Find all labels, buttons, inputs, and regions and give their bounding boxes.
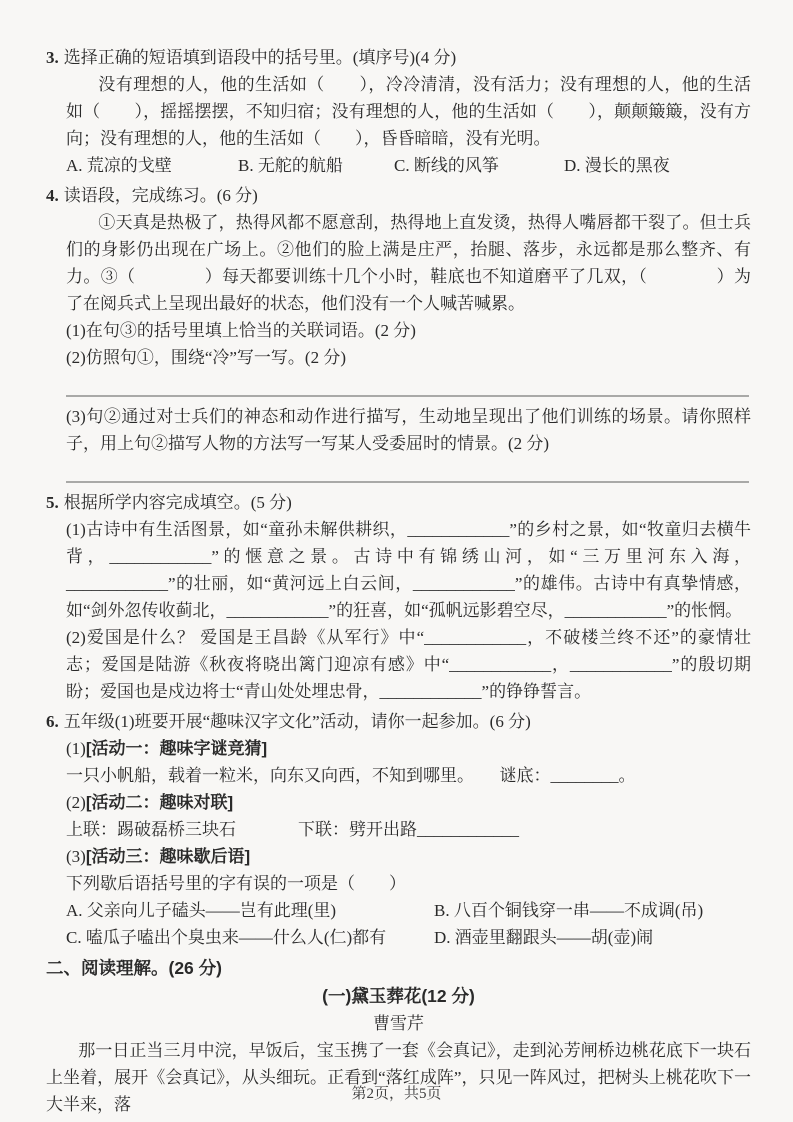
question-6-riddle: 一只小帆船，载着一粒米，向东又向西，不知到哪里。 谜底：________。 — [66, 766, 636, 785]
question-6 — [46, 708, 751, 951]
question-5-number: 5. — [46, 493, 59, 512]
question-4-sub1: (1)在句③的括号里填上恰当的关联词语。(2 分) — [66, 321, 416, 340]
question-6-couplet — [66, 816, 751, 843]
question-5-title: 根据所学内容完成填空。(5 分) — [63, 493, 292, 512]
question-6-activity1-label: [活动一：趣味字谜竞猜] — [85, 739, 268, 758]
question-6-stem: 下列歇后语括号里的字有误的一项是（ ） — [66, 874, 406, 893]
question-3-body — [66, 71, 751, 179]
reading-passage-paragraph: 那一日正当三月中浣，早饭后，宝玉携了一套《会真记》，走到沁芳闸桥边桃花底下一块石上坐着，展开《会真记》，从头细玩。正看到“落红成阵”，只见一阵风过，把树头上桃花吹下一大半来，落 — [46, 1041, 751, 1114]
question-5-body — [66, 516, 751, 705]
question-4-number: 4. — [46, 186, 59, 205]
reading-passage-author: 曹雪芹 — [373, 1014, 424, 1033]
question-6-activity2-num: (2) — [66, 793, 86, 812]
question-6-option-b: B. 八百个铜钱穿一串——不成调(吊) — [434, 901, 704, 920]
question-6-option-a: A. 父亲向儿子磕头——岂有此理(里) — [66, 901, 337, 920]
question-5-sub2: (2)爱国是什么？ 爱国是王昌龄《从军行》中“____________，不破楼兰终不还”的豪情壮志；爱国是陆游《秋夜将晓出篱门迎凉有感》中“____________，____________”的殷切期盼；爱国也是戍边将士“青山处处埋忠骨，____________”的铮铮誓言。 — [66, 628, 751, 701]
question-4-title-line — [46, 182, 751, 209]
question-6-option-c: C. 嗑瓜子嗑出个臭虫来——什么人(仁)都有 — [66, 928, 387, 947]
question-3-options — [66, 152, 751, 179]
question-4-passage: ①天真是热极了，热得风都不愿意刮，热得地上直发烫，热得人嘴唇都干裂了。但士兵们的身影仍出现在广场上。②他们的脸上满是庄严，抬腿、落步，永远都是那么整齐、有力。③（ ）每天都要训练十几个小时，鞋底也不知道磨平了几双，（ ）为了在阅兵式上呈现出最好的状态，他们没有一个人喊苦喊累。 — [66, 213, 751, 313]
question-6-activity1-num: (1) — [66, 739, 86, 758]
question-6-activity2-label: [活动二：趣味对联] — [85, 793, 234, 812]
question-6-option-d: D. 酒壶里翻跟头——胡(壶)闹 — [434, 928, 654, 947]
question-4-body — [66, 209, 751, 483]
question-4-title: 读语段，完成练习。(6 分) — [63, 186, 258, 205]
question-4-sub2: (2)仿照句①，围绕“冷”写一写。(2 分) — [66, 348, 346, 367]
question-3-option-d: D. 漫长的黑夜 — [564, 156, 670, 175]
page-number: 第2页，共5页 — [351, 1086, 442, 1102]
question-6-couplet-upper: 上联：踢破磊桥三块石 — [66, 820, 236, 839]
question-6-options — [66, 897, 751, 951]
question-6-body — [66, 735, 751, 951]
question-4 — [46, 182, 751, 483]
question-3-option-a: A. 荒凉的戈壁 — [66, 156, 172, 175]
question-6-activity3-heading — [66, 843, 751, 870]
reading-passage-title: (一)黛玉葬花(12 分) — [322, 986, 475, 1006]
question-4-sub3: (3)句②通过对士兵们的神态和动作进行描写，生动地呈现出了他们训练的场景。请你照样子，用上句②描写人物的方法写一写某人受委屈时的情景。(2 分) — [66, 407, 751, 453]
question-6-activity1-heading — [66, 735, 751, 762]
question-3-title-line — [46, 44, 751, 71]
question-3-option-b: B. 无舵的航船 — [238, 156, 343, 175]
question-6-title-line — [46, 708, 751, 735]
question-3-passage: 没有理想的人，他的生活如（ ），冷冷清清，没有活力；没有理想的人，他的生活如（ ），摇摇摆摆，不知归宿；没有理想的人，他的生活如（ ），颠颠簸簸，没有方向；没有理想的人，他的生活如（ ），昏昏暗暗，没有光明。 — [66, 75, 751, 148]
question-6-number: 6. — [46, 712, 59, 731]
question-3-title: 选择正确的短语填到语段中的括号里。(填序号)(4 分) — [63, 48, 457, 67]
answer-line — [66, 371, 749, 397]
question-5-title-line — [46, 489, 751, 516]
question-5 — [46, 489, 751, 705]
question-6-title: 五年级(1)班要开展“趣味汉字文化”活动，请你一起参加。(6 分) — [63, 712, 531, 731]
question-6-couplet-lower: 下联：劈开出路____________ — [298, 820, 519, 839]
question-3-option-c: C. 断线的风筝 — [394, 156, 499, 175]
question-5-sub1: (1)古诗中有生活图景，如“童孙未解供耕织，____________”的乡村之景，如“牧童归去横牛背，____________”的惬意之景。古诗中有锦绣山河，如“三万里河东入海，____________”的壮丽，如“黄河远上白云间，____________”的雄伟。古诗中有真挚情感，如“剑外忽传收蓟北，____________”的狂喜，如“孤帆远影碧空尽，____________”的怅惘。 — [66, 520, 751, 620]
question-6-activity3-label: [活动三：趣味歇后语] — [85, 847, 251, 866]
question-6-activity2-heading — [66, 789, 751, 816]
reading-section-title: 二、阅读理解。(26 分) — [46, 958, 222, 978]
page-content — [46, 44, 751, 1121]
question-6-activity3-num: (3) — [66, 847, 86, 866]
question-3 — [46, 44, 751, 179]
question-3-number: 3. — [46, 48, 59, 67]
answer-line — [66, 457, 749, 483]
